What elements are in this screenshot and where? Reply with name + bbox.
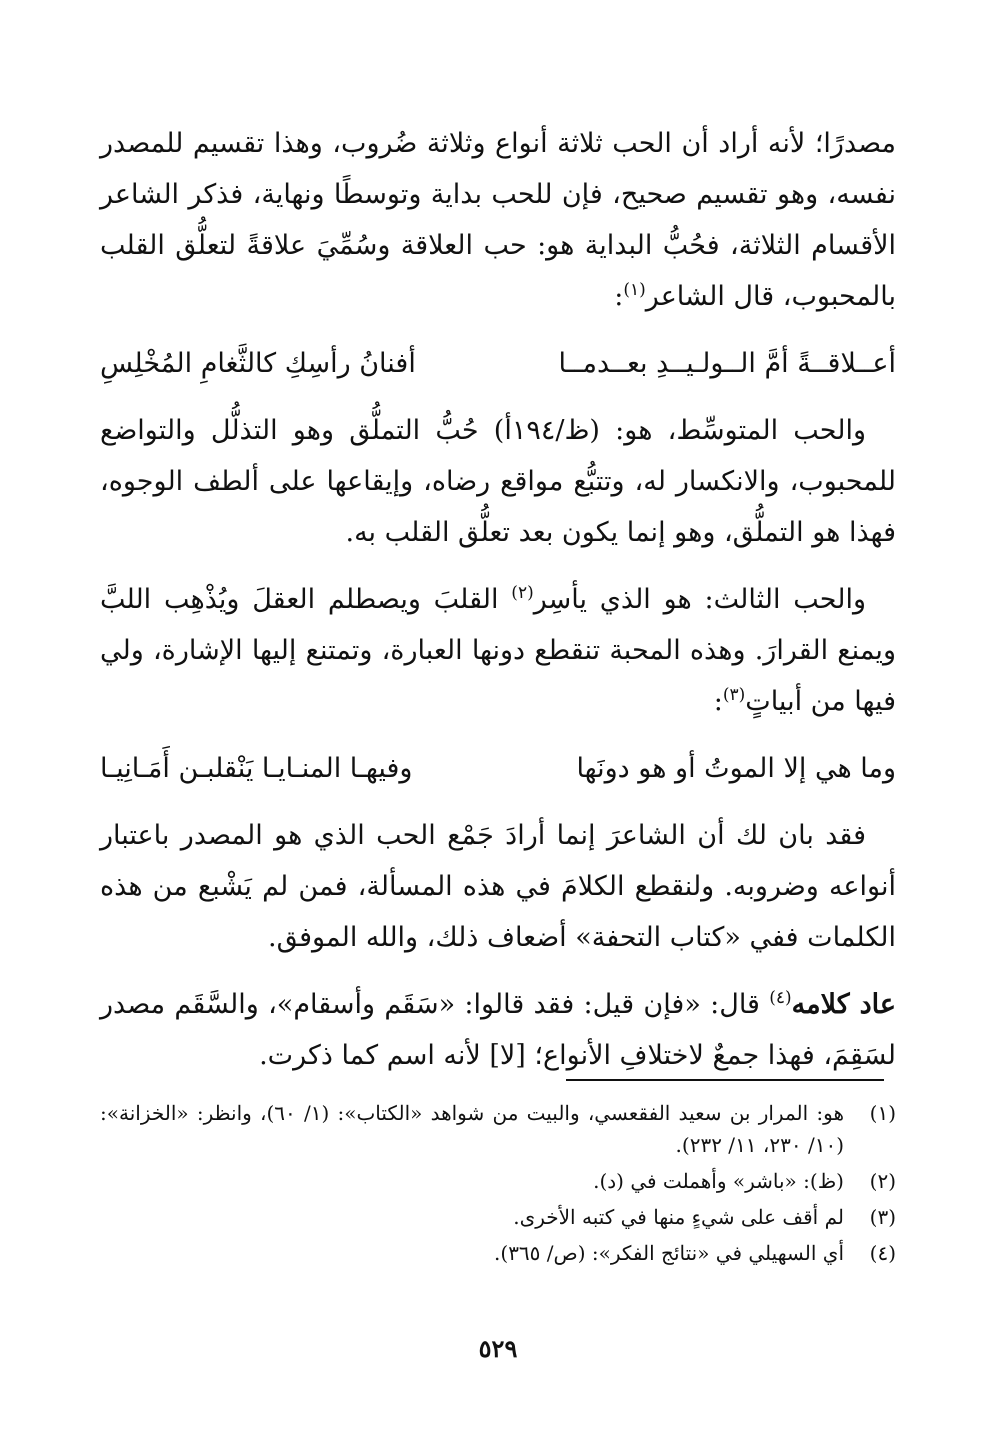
verse-first-hemistich: وما هي إلا الموتُ أو هو دونَها <box>576 753 896 784</box>
paragraph-text: والحب المتوسِّط، هو: (ظ/١٩٤أ) حُبُّ التملُّق وهو التذلُّل والتواضع للمحبوب، والانكسار له، وتتبُّع مواقع رضاه، وإيقاعها على ألطف الوجوه، فهذا هو التملُّق، وهو إنما يكون بعد تعلُّق القلب به. <box>100 415 896 548</box>
poetry-verse <box>100 743 896 794</box>
footnote-text: أي السهيلي في «نتائج الفكر»: (ص/ ٣٦٥). <box>494 1241 844 1265</box>
verse-first-hemistich: أعــلاقــةً أمَّ الــولـيــدِ بعــدمــا <box>558 348 896 379</box>
paragraph-text: والحب الثالث: هو الذي يأسِر <box>533 584 866 615</box>
paragraph-text: القلبَ ويصطلم العقلَ ويُذْهِب اللبَّ ويمنع القرارَ. وهذه المحبة تنقطع دونها العبارة، وتمتنع إليها الإشارة، ولي فيها من أبياتٍ <box>100 584 896 717</box>
poetry-verse <box>100 338 896 389</box>
paragraph <box>100 810 896 963</box>
paragraph <box>100 118 896 322</box>
footnote-marker: (١) <box>623 280 646 300</box>
footnote-text: لم أقف على شيءٍ منها في كتبه الأخرى. <box>513 1205 844 1229</box>
footnote-marker: (٣) <box>722 685 746 705</box>
footnote-number: (٣) <box>869 1205 896 1229</box>
footnote-marker: (٢) <box>511 583 534 603</box>
footnote <box>100 1201 896 1233</box>
footnote-text: (ظ): «باشر» وأهملت في (د). <box>593 1169 844 1193</box>
verse-second-hemistich: أفنانُ رأسِكِ كالثَّغامِ المُخْلِسِ <box>100 348 416 379</box>
footnote-text: هو: المرار بن سعيد الفقعسي، والبيت من شواهد «الكتاب»: (١/ ٦٠)، وانظر: «الخزانة»: (١٠/ ٢٣٠، ١١/ ٢٣٢). <box>100 1101 844 1157</box>
paragraph-text: : <box>614 281 624 312</box>
footnote-separator <box>566 1079 884 1081</box>
paragraph-text: : <box>713 686 723 717</box>
footnote-number: (٢) <box>869 1169 896 1193</box>
footnote <box>100 1237 896 1269</box>
page-number: ٥٢٩ <box>478 1334 518 1363</box>
footnote-marker: (٤) <box>769 988 792 1008</box>
paragraph-text: فقد بان لك أن الشاعرَ إنما أرادَ جَمْع الحب الذي هو المصدر باعتبار أنواعه وضروبه. ولنقطع الكلامَ في هذه المسألة، فمن لم يَشْبع من هذه الكلمات ففي «كتاب التحفة» أضعاف ذلك، والله الموفق. <box>100 820 896 953</box>
footnote <box>100 1165 896 1197</box>
paragraph-text: قال: «فإن قيل: فقد قالوا: «سَقَم وأسقام»، والسَّقَم مصدر لسَقِمَ، فهذا جمعٌ لاختلافِ الأنواع؛ [لا] لأنه اسم كما ذكرت. <box>100 989 896 1071</box>
main-text <box>100 118 896 1097</box>
paragraph <box>100 574 896 727</box>
paragraph <box>100 405 896 558</box>
footnote-number: (٤) <box>869 1241 896 1265</box>
footnote <box>100 1097 896 1161</box>
footnote-number: (١) <box>869 1101 896 1125</box>
paragraph <box>100 979 896 1081</box>
paragraph-text: مصدرًا؛ لأنه أراد أن الحب ثلاثة أنواع وثلاثة ضُروب، وهذا تقسيم للمصدر نفسه، وهو تقسيم صحيح، فإن للحب بداية وتوسطًا ونهاية، فذكر الشاعر الأقسام الثلاثة، فحُبُّ البداية هو: حب العلاقة وسُمِّيَ علاقةً لتعلُّق القلب بالمحبوب، قال الشاعر <box>100 128 896 312</box>
paragraph-lead-text: عاد كلامه <box>791 989 896 1020</box>
footnotes <box>100 1097 896 1273</box>
verse-second-hemistich: وفيهـا المنـايـا يَنْقلبـن أَمَـانِيـا <box>100 753 413 784</box>
